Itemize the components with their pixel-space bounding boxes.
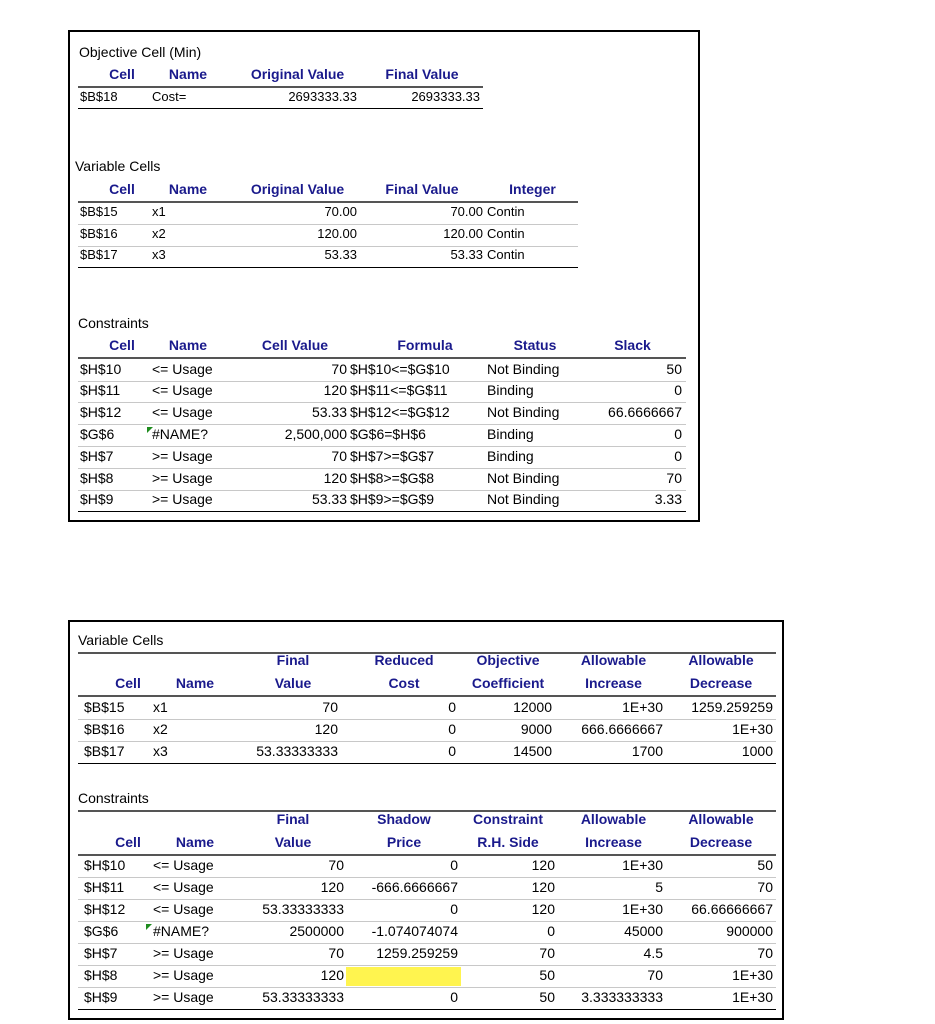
row-cell-value: 53.33 — [311, 491, 347, 507]
row-final-value: 120.00 — [443, 226, 483, 241]
col-header-allowable-decrease-line2: Decrease — [689, 834, 753, 850]
row-cell-value: 53.33 — [311, 404, 347, 420]
row-allowable-decrease: 66.66666667 — [691, 901, 773, 917]
row-final-value: 53.33333333 — [256, 743, 338, 759]
row-final-value: 70 — [328, 945, 344, 961]
row-name: >= Usage — [152, 491, 213, 507]
row-final-value: 53.33 — [450, 247, 483, 262]
row-formula: $H$11<=$G$11 — [350, 382, 448, 398]
row-reduced-cost: 0 — [448, 721, 456, 737]
row-cell: $H$7 — [80, 448, 114, 464]
row-objective-coefficient: 9000 — [520, 721, 552, 737]
row-cell: $H$12 — [80, 404, 122, 420]
col-header-final-value-line2: Value — [274, 675, 312, 691]
row-original-value: 2693333.33 — [288, 89, 357, 104]
col-header-cell: Cell — [109, 66, 135, 82]
row-allowable-decrease: 900000 — [726, 923, 773, 939]
col-header-reduced-cost-line2: Cost — [388, 675, 420, 691]
row-final-value: 2693333.33 — [411, 89, 480, 104]
row-integer: Contin — [487, 226, 525, 241]
row-shadow-price: 0 — [450, 901, 458, 917]
row-allowable-decrease: 1E+30 — [732, 989, 773, 1005]
row-integer: Contin — [487, 204, 525, 219]
col-header-objective-coefficient-line1: Objective — [476, 652, 540, 668]
error-indicator-icon — [146, 924, 152, 930]
row-allowable-increase: 3.333333333 — [581, 989, 663, 1005]
col-header-allowable-increase-line1: Allowable — [580, 652, 647, 668]
constraints-section-title: Constraints — [78, 790, 149, 806]
row-name: >= Usage — [152, 448, 213, 464]
error-indicator-icon — [147, 427, 153, 433]
row-original-value: 120.00 — [317, 226, 357, 241]
row-final-value: 70 — [322, 699, 338, 715]
header-rule — [78, 695, 776, 697]
row-name: <= Usage — [153, 901, 214, 917]
row-cell: $H$11 — [84, 879, 125, 895]
row-cell: $B$15 — [80, 204, 118, 219]
row-constraint-rhs: 120 — [531, 857, 555, 873]
row-cell: $H$10 — [80, 361, 122, 377]
row-status: Not Binding — [487, 404, 560, 420]
col-header-allowable-increase-line2: Increase — [585, 834, 642, 850]
row-slack: 0 — [674, 382, 682, 398]
row-final-value: 2500000 — [289, 923, 344, 939]
row-name: x1 — [153, 699, 168, 715]
row-cell-value: 120 — [323, 470, 347, 486]
row-allowable-increase: 45000 — [624, 923, 663, 939]
row-slack: 0 — [674, 426, 682, 442]
row-cell: $B$16 — [80, 226, 118, 241]
col-header-shadow-price-line1: Shadow — [377, 811, 431, 827]
row-status: Binding — [487, 448, 534, 464]
col-header-reduced-cost-line1: Reduced — [374, 652, 434, 668]
col-header-formula: Formula — [397, 337, 453, 353]
col-header-constraint-rhs-line1: Constraint — [473, 811, 543, 827]
row-formula: $H$9>=$G$9 — [350, 491, 435, 507]
row-shadow-price: 1259.259259 — [376, 945, 458, 961]
row-original-value: 70.00 — [324, 204, 357, 219]
col-header-name: Name — [168, 66, 208, 82]
row-status: Not Binding — [487, 470, 560, 486]
variable-cells-section-title: Variable Cells — [78, 632, 164, 648]
row-name: >= Usage — [153, 967, 214, 983]
row-cell: $H$7 — [84, 945, 118, 961]
row-slack: 66.6666667 — [608, 404, 682, 420]
row-cell: $H$10 — [84, 857, 126, 873]
table-bottom-rule — [78, 108, 483, 109]
col-header-allowable-increase-line1: Allowable — [580, 811, 647, 827]
row-allowable-decrease: 1E+30 — [732, 967, 773, 983]
row-cell: $G$6 — [84, 923, 119, 939]
col-header-status: Status — [513, 337, 557, 353]
row-formula: $H$7>=$G$7 — [350, 448, 435, 464]
row-status: Binding — [487, 426, 534, 442]
col-header-cell-value: Cell Value — [261, 337, 329, 353]
row-allowable-increase: 1700 — [631, 743, 663, 759]
row-allowable-increase: 4.5 — [643, 945, 663, 961]
row-name: >= Usage — [153, 945, 214, 961]
row-cell: $B$17 — [84, 743, 125, 759]
col-header-integer: Integer — [509, 181, 556, 197]
row-shadow-price: 0 — [450, 989, 458, 1005]
row-allowable-decrease: 70 — [757, 945, 773, 961]
row-cell: $B$17 — [80, 247, 118, 262]
row-name: <= Usage — [152, 382, 213, 398]
row-cell: $B$16 — [84, 721, 125, 737]
row-constraint-rhs: 120 — [531, 879, 555, 895]
header-rule — [78, 357, 686, 359]
row-formula: $G$6=$H$6 — [350, 426, 426, 442]
row-cell-value: 70 — [331, 448, 347, 464]
col-header-final-value: Final Value — [385, 66, 459, 82]
row-status: Not Binding — [487, 491, 560, 507]
row-formula: $H$10<=$G$10 — [350, 361, 450, 377]
row-divider — [78, 511, 686, 512]
row-shadow-price: -1.074074074 — [371, 923, 458, 939]
row-final-value: 120 — [320, 967, 344, 983]
row-cell: $H$9 — [80, 491, 114, 507]
constraints-section-title: Constraints — [78, 315, 149, 331]
row-status: Binding — [487, 382, 534, 398]
col-header-cell: Cell — [115, 675, 141, 691]
row-name: x3 — [152, 247, 166, 262]
col-header-name: Name — [175, 675, 215, 691]
row-allowable-decrease: 70 — [757, 879, 773, 895]
row-objective-coefficient: 14500 — [513, 743, 552, 759]
row-final-value: 120 — [314, 721, 338, 737]
variable-cells-section-title: Variable Cells — [75, 158, 161, 174]
row-name: x2 — [153, 721, 168, 737]
col-header-allowable-decrease-line1: Allowable — [688, 811, 754, 827]
row-formula: $H$12<=$G$12 — [350, 404, 450, 420]
row-cell-value: 70 — [331, 361, 347, 377]
row-name: x1 — [152, 204, 166, 219]
row-status: Not Binding — [487, 361, 560, 377]
row-cell-value: 120 — [323, 382, 347, 398]
row-constraint-rhs: 50 — [539, 989, 555, 1005]
row-divider — [78, 1009, 776, 1010]
row-allowable-increase: 5 — [655, 879, 663, 895]
col-header-final-value: Final Value — [385, 181, 459, 197]
row-name: >= Usage — [153, 989, 214, 1005]
row-cell: $B$15 — [84, 699, 125, 715]
col-header-cell: Cell — [115, 834, 141, 850]
row-allowable-increase: 1E+30 — [622, 857, 663, 873]
row-constraint-rhs: 70 — [539, 945, 555, 961]
col-header-allowable-decrease-line2: Decrease — [689, 675, 753, 691]
row-allowable-decrease: 1E+30 — [732, 721, 773, 737]
row-cell: $H$12 — [84, 901, 126, 917]
row-name: <= Usage — [153, 857, 214, 873]
row-cell: $G$6 — [80, 426, 115, 442]
row-allowable-increase: 666.6666667 — [581, 721, 663, 737]
col-header-final-value-line1: Final — [276, 652, 310, 668]
row-allowable-decrease: 50 — [757, 857, 773, 873]
objective-section-title: Objective Cell (Min) — [79, 44, 202, 60]
row-cell: $H$11 — [80, 382, 121, 398]
row-reduced-cost: 0 — [448, 743, 456, 759]
row-constraint-rhs: 0 — [547, 923, 555, 939]
row-reduced-cost: 0 — [448, 699, 456, 715]
col-header-original-value: Original Value — [250, 181, 345, 197]
row-allowable-increase: 1E+30 — [622, 901, 663, 917]
row-name: <= Usage — [153, 879, 214, 895]
row-cell: $B$18 — [80, 89, 118, 104]
row-allowable-increase: 70 — [647, 967, 663, 983]
row-slack: 70 — [666, 470, 682, 486]
row-constraint-rhs: 120 — [531, 901, 555, 917]
col-header-constraint-rhs-line2: R.H. Side — [477, 834, 539, 850]
row-allowable-increase: 1E+30 — [622, 699, 663, 715]
col-header-allowable-increase-line2: Increase — [585, 675, 642, 691]
row-name: x3 — [153, 743, 168, 759]
row-shadow-price: 0 — [450, 857, 458, 873]
row-final-value: 53.33333333 — [262, 989, 344, 1005]
row-final-value: 70.00 — [450, 204, 483, 219]
col-header-name: Name — [168, 181, 208, 197]
col-header-objective-coefficient-line2: Coefficient — [471, 675, 545, 691]
row-allowable-decrease: 1259.259259 — [691, 699, 773, 715]
col-header-final-value-line1: Final — [276, 811, 310, 827]
row-name: #NAME? — [152, 426, 209, 442]
row-original-value: 53.33 — [324, 247, 357, 262]
row-name: x2 — [152, 226, 166, 241]
col-header-original-value: Original Value — [250, 66, 345, 82]
row-divider — [78, 267, 578, 268]
row-name: #NAME? — [153, 923, 210, 939]
row-cell: $H$9 — [84, 989, 118, 1005]
row-formula: $H$8>=$G$8 — [350, 470, 435, 486]
row-cell: $H$8 — [84, 967, 118, 983]
row-name: >= Usage — [152, 470, 213, 486]
row-name: <= Usage — [152, 361, 213, 377]
col-header-shadow-price-line2: Price — [386, 834, 422, 850]
col-header-cell: Cell — [109, 337, 135, 353]
row-name: Cost= — [152, 89, 187, 104]
row-final-value: 70 — [328, 857, 344, 873]
row-divider — [78, 763, 776, 764]
highlighted-empty-cell — [346, 967, 461, 986]
row-final-value: 53.33333333 — [262, 901, 344, 917]
row-objective-coefficient: 12000 — [513, 699, 552, 715]
row-name: <= Usage — [152, 404, 213, 420]
col-header-name: Name — [175, 834, 215, 850]
row-slack: 0 — [674, 448, 682, 464]
row-integer: Contin — [487, 247, 525, 262]
col-header-cell: Cell — [109, 181, 135, 197]
col-header-allowable-decrease-line1: Allowable — [688, 652, 754, 668]
row-cell-value: 2,500,000 — [284, 426, 347, 442]
col-header-name: Name — [168, 337, 208, 353]
row-slack: 50 — [666, 361, 682, 377]
row-cell: $H$8 — [80, 470, 114, 486]
col-header-slack: Slack — [614, 337, 651, 353]
row-constraint-rhs: 50 — [539, 967, 555, 983]
col-header-final-value-line2: Value — [274, 834, 312, 850]
row-slack: 3.33 — [654, 491, 682, 507]
row-allowable-decrease: 1000 — [741, 743, 773, 759]
row-shadow-price: -666.6666667 — [371, 879, 458, 895]
row-final-value: 120 — [320, 879, 344, 895]
